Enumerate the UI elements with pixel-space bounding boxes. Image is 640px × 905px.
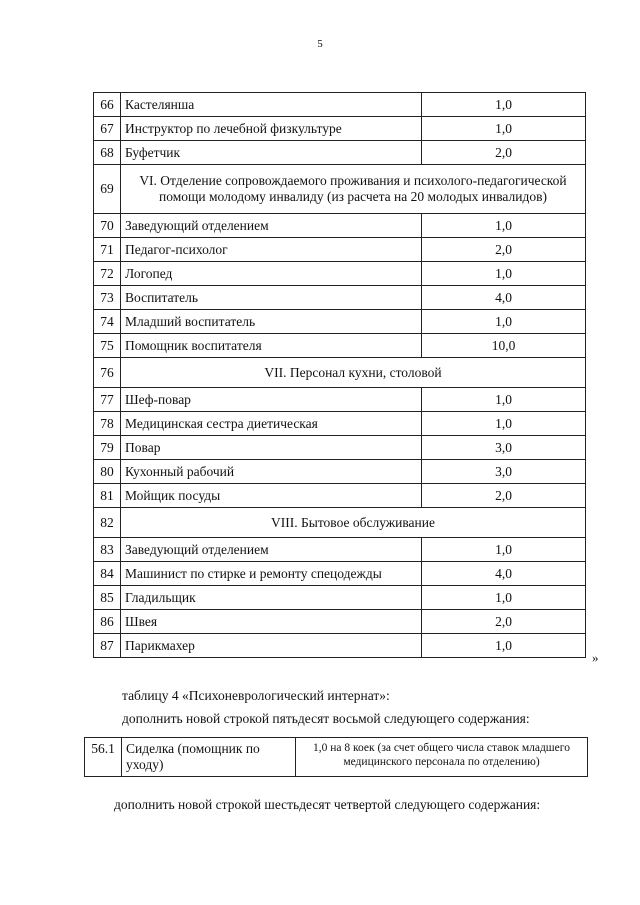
table-row	[94, 610, 586, 634]
table-row	[94, 634, 586, 658]
row-number: 74	[94, 310, 121, 334]
section-title: VII. Персонал кухни, столовой	[121, 358, 586, 388]
row-number: 86	[94, 610, 121, 634]
row-number: 70	[94, 214, 121, 238]
position-name: Логопед	[121, 262, 422, 286]
position-name: Заведующий отделением	[121, 538, 422, 562]
position-name: Гладильщик	[121, 586, 422, 610]
staff-units: 1,0	[422, 586, 586, 610]
position-name: Буфетчик	[121, 141, 422, 165]
row-number: 67	[94, 117, 121, 141]
position-name: Помощник воспитателя	[121, 334, 422, 358]
table-row	[85, 738, 588, 777]
position-name: Сиделка (помощник по уходу)	[122, 738, 296, 777]
table-row	[94, 262, 586, 286]
position-name: Кастелянша	[121, 93, 422, 117]
staff-units: 1,0	[422, 93, 586, 117]
paragraph-add-row-58: дополнить новой строкой пятьдесят восьмой следующего содержания:	[122, 711, 530, 726]
row-number: 79	[94, 436, 121, 460]
position-name: Инструктор по лечебной физкультуре	[121, 117, 422, 141]
position-name: Швея	[121, 610, 422, 634]
table-row	[94, 117, 586, 141]
row-number: 87	[94, 634, 121, 658]
row-number: 82	[94, 508, 121, 538]
staff-units: 1,0	[422, 538, 586, 562]
staffing-table-body	[94, 93, 586, 658]
table-row	[94, 562, 586, 586]
staff-units: 2,0	[422, 610, 586, 634]
section-row	[94, 165, 586, 214]
staff-units: 1,0 на 8 коек (за счет общего числа ставок младшего медицинского персонала по отделению)	[296, 738, 588, 777]
staff-units: 3,0	[422, 436, 586, 460]
row-number: 78	[94, 412, 121, 436]
table-row	[94, 538, 586, 562]
row-number: 56.1	[85, 738, 122, 777]
table-row	[94, 460, 586, 484]
position-name: Машинист по стирке и ремонту спецодежды	[121, 562, 422, 586]
position-name: Кухонный рабочий	[121, 460, 422, 484]
position-name: Парикмахер	[121, 634, 422, 658]
staff-units: 10,0	[422, 334, 586, 358]
position-name: Шеф-повар	[121, 388, 422, 412]
paragraph-table4: таблицу 4 «Психоневрологический интернат»:	[122, 688, 390, 703]
position-name: Воспитатель	[121, 286, 422, 310]
staff-units: 2,0	[422, 484, 586, 508]
position-name: Заведующий отделением	[121, 214, 422, 238]
staff-units: 1,0	[422, 214, 586, 238]
added-row-table	[84, 737, 588, 777]
position-name: Мойщик посуды	[121, 484, 422, 508]
row-number: 71	[94, 238, 121, 262]
row-number: 84	[94, 562, 121, 586]
row-number: 69	[94, 165, 121, 214]
row-number: 76	[94, 358, 121, 388]
table-row	[94, 388, 586, 412]
table-row	[94, 310, 586, 334]
section-row	[94, 508, 586, 538]
staff-units: 1,0	[422, 412, 586, 436]
section-row	[94, 358, 586, 388]
row-number: 73	[94, 286, 121, 310]
row-number: 80	[94, 460, 121, 484]
staff-units: 4,0	[422, 562, 586, 586]
row-number: 66	[94, 93, 121, 117]
staff-units: 1,0	[422, 388, 586, 412]
row-number: 68	[94, 141, 121, 165]
row-number: 75	[94, 334, 121, 358]
staff-units: 1,0	[422, 262, 586, 286]
staffing-table	[93, 92, 586, 658]
section-title: VI. Отделение сопровождаемого проживания и психолого-педагогической помощи молодому инвалиду (из расчета на 20 молодых инвалидов)	[121, 165, 586, 214]
section-title: VIII. Бытовое обслуживание	[121, 508, 586, 538]
table-row	[94, 93, 586, 117]
table-row	[94, 412, 586, 436]
staff-units: 2,0	[422, 141, 586, 165]
table-row	[94, 214, 586, 238]
page-number: 5	[317, 38, 323, 50]
row-number: 72	[94, 262, 121, 286]
position-name: Повар	[121, 436, 422, 460]
staff-units: 1,0	[422, 310, 586, 334]
staff-units: 1,0	[422, 117, 586, 141]
table-row	[94, 238, 586, 262]
staff-units: 2,0	[422, 238, 586, 262]
table-row	[94, 484, 586, 508]
row-number: 77	[94, 388, 121, 412]
table-row	[94, 586, 586, 610]
table-row	[94, 334, 586, 358]
row-number: 83	[94, 538, 121, 562]
table-row	[94, 141, 586, 165]
row-number: 85	[94, 586, 121, 610]
staff-units: 3,0	[422, 460, 586, 484]
position-name: Медицинская сестра диетическая	[121, 412, 422, 436]
row-number: 81	[94, 484, 121, 508]
position-name: Младший воспитатель	[121, 310, 422, 334]
staff-units: 4,0	[422, 286, 586, 310]
paragraph-add-row-64: дополнить новой строкой шестьдесят четвертой следующего содержания:	[114, 797, 541, 812]
table-row	[94, 436, 586, 460]
closing-quote: »	[592, 650, 599, 665]
table-row	[94, 286, 586, 310]
position-name: Педагог-психолог	[121, 238, 422, 262]
staff-units: 1,0	[422, 634, 586, 658]
